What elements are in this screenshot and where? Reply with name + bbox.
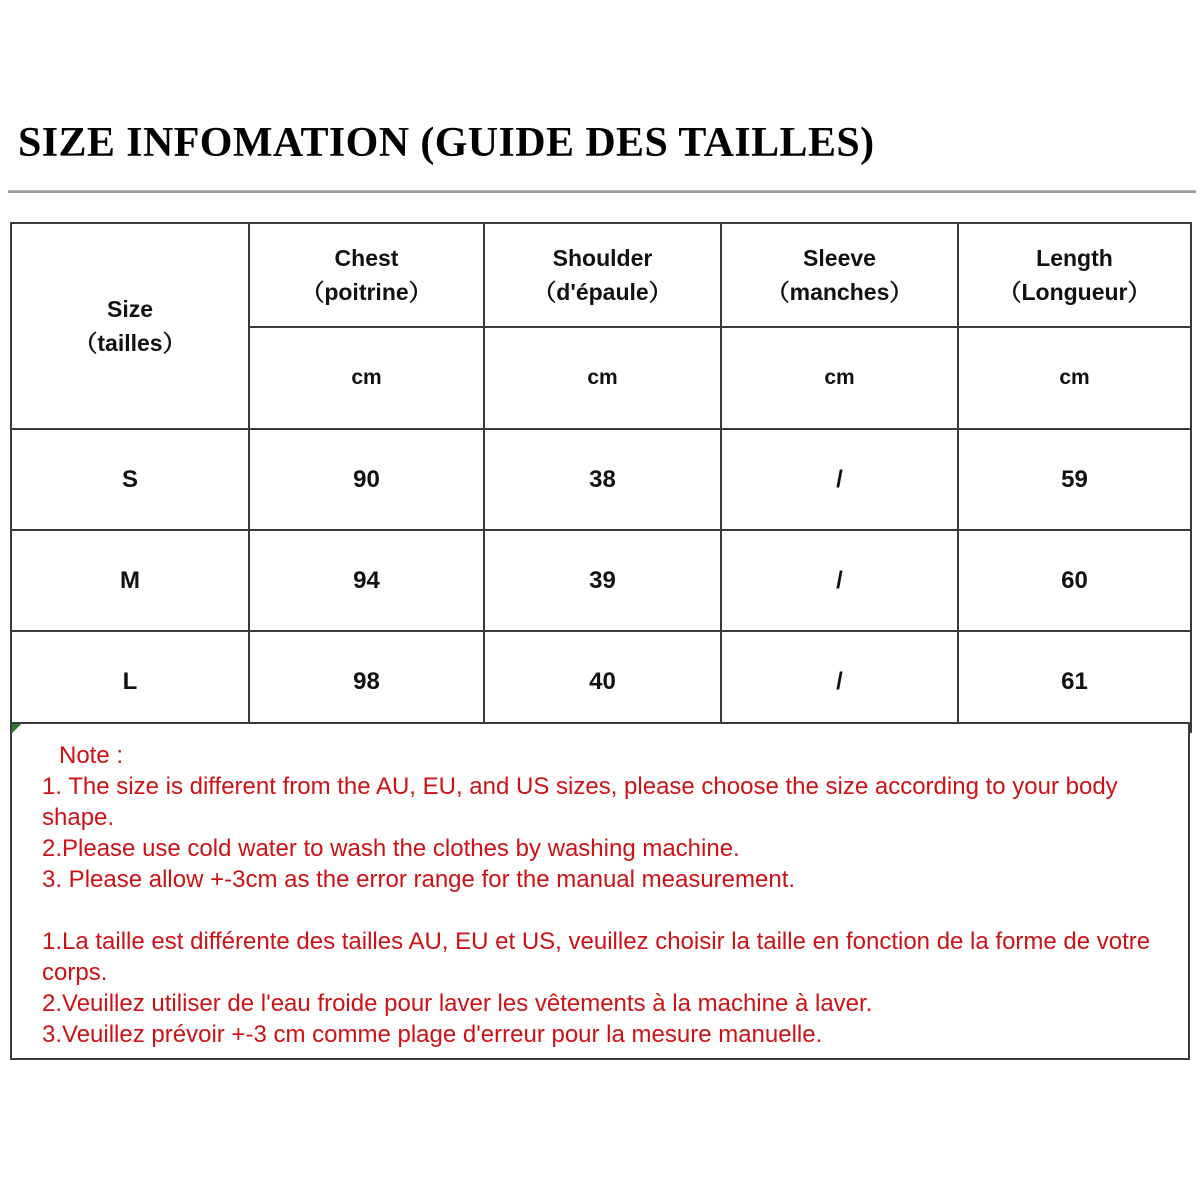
cell-length-m: 60	[958, 530, 1191, 631]
header-size-label-en: Size	[106, 296, 154, 322]
cell-size-m: M	[11, 530, 249, 631]
table-header-row-labels	[11, 223, 1191, 327]
header-shoulder-label-fr: （d'épaule）	[533, 279, 672, 305]
cell-chest-s: 90	[249, 429, 484, 530]
cell-chest-l: 98	[249, 631, 484, 732]
note-fr-2: 2.Veuillez utiliser de l'eau froide pour laver les vêtements à la machine à laver.	[42, 990, 873, 1017]
header-cell-sleeve	[721, 223, 958, 327]
page-title: SIZE INFOMATION (GUIDE DES TAILLES)	[18, 120, 875, 166]
note-en-2: 2.Please use cold water to wash the clothes by washing machine.	[42, 835, 740, 862]
cell-shoulder-m: 39	[484, 530, 721, 631]
note-heading: Note :	[59, 742, 124, 769]
header-length-label-fr: （Longueur）	[998, 279, 1151, 305]
cell-sleeve-s: /	[721, 429, 958, 530]
title-block	[0, 118, 1200, 168]
table-row	[11, 429, 1191, 530]
note-fr-3: 3.Veuillez prévoir +-3 cm comme plage d'erreur pour la mesure manuelle.	[42, 1021, 823, 1048]
cell-shoulder-l: 40	[484, 631, 721, 732]
header-cell-size	[11, 223, 249, 429]
header-size-label-fr: （tailles）	[74, 330, 186, 356]
cell-size-l: L	[11, 631, 249, 732]
note-en-3: 3. Please allow +-3cm as the error range for the manual measurement.	[42, 866, 796, 893]
cell-sleeve-m: /	[721, 530, 958, 631]
cell-length-s: 59	[958, 429, 1191, 530]
unit-cell-chest: cm	[249, 327, 484, 429]
cell-shoulder-s: 38	[484, 429, 721, 530]
header-cell-length	[958, 223, 1191, 327]
header-cell-chest	[249, 223, 484, 327]
note-fr-1: 1.La taille est différente des tailles AU, EU et US, veuillez choisir la taille en fonction de la forme de votre corps.	[42, 928, 1151, 986]
unit-cell-shoulder: cm	[484, 327, 721, 429]
header-length-label-en: Length	[1036, 245, 1113, 271]
header-sleeve-label-en: Sleeve	[803, 245, 876, 271]
title-divider	[8, 190, 1196, 193]
note-en-1: 1. The size is different from the AU, EU, and US sizes, please choose the size according to your body shape.	[42, 773, 1118, 831]
cell-sleeve-l: /	[721, 631, 958, 732]
unit-cell-length: cm	[958, 327, 1191, 429]
cell-size-s: S	[11, 429, 249, 530]
note-section-gap	[42, 895, 1174, 926]
table-row	[11, 631, 1191, 732]
cell-length-l: 61	[958, 631, 1191, 732]
unit-cell-sleeve: cm	[721, 327, 958, 429]
header-chest-label-fr: （poitrine）	[301, 279, 432, 305]
size-table	[10, 222, 1192, 733]
header-shoulder-label-en: Shoulder	[552, 245, 653, 271]
header-chest-label-en: Chest	[334, 245, 399, 271]
size-table-container	[10, 222, 1190, 733]
note-content	[12, 724, 1188, 1050]
note-box	[10, 722, 1190, 1060]
cell-chest-m: 94	[249, 530, 484, 631]
table-row	[11, 530, 1191, 631]
header-sleeve-label-fr: （manches）	[766, 279, 913, 305]
header-cell-shoulder	[484, 223, 721, 327]
